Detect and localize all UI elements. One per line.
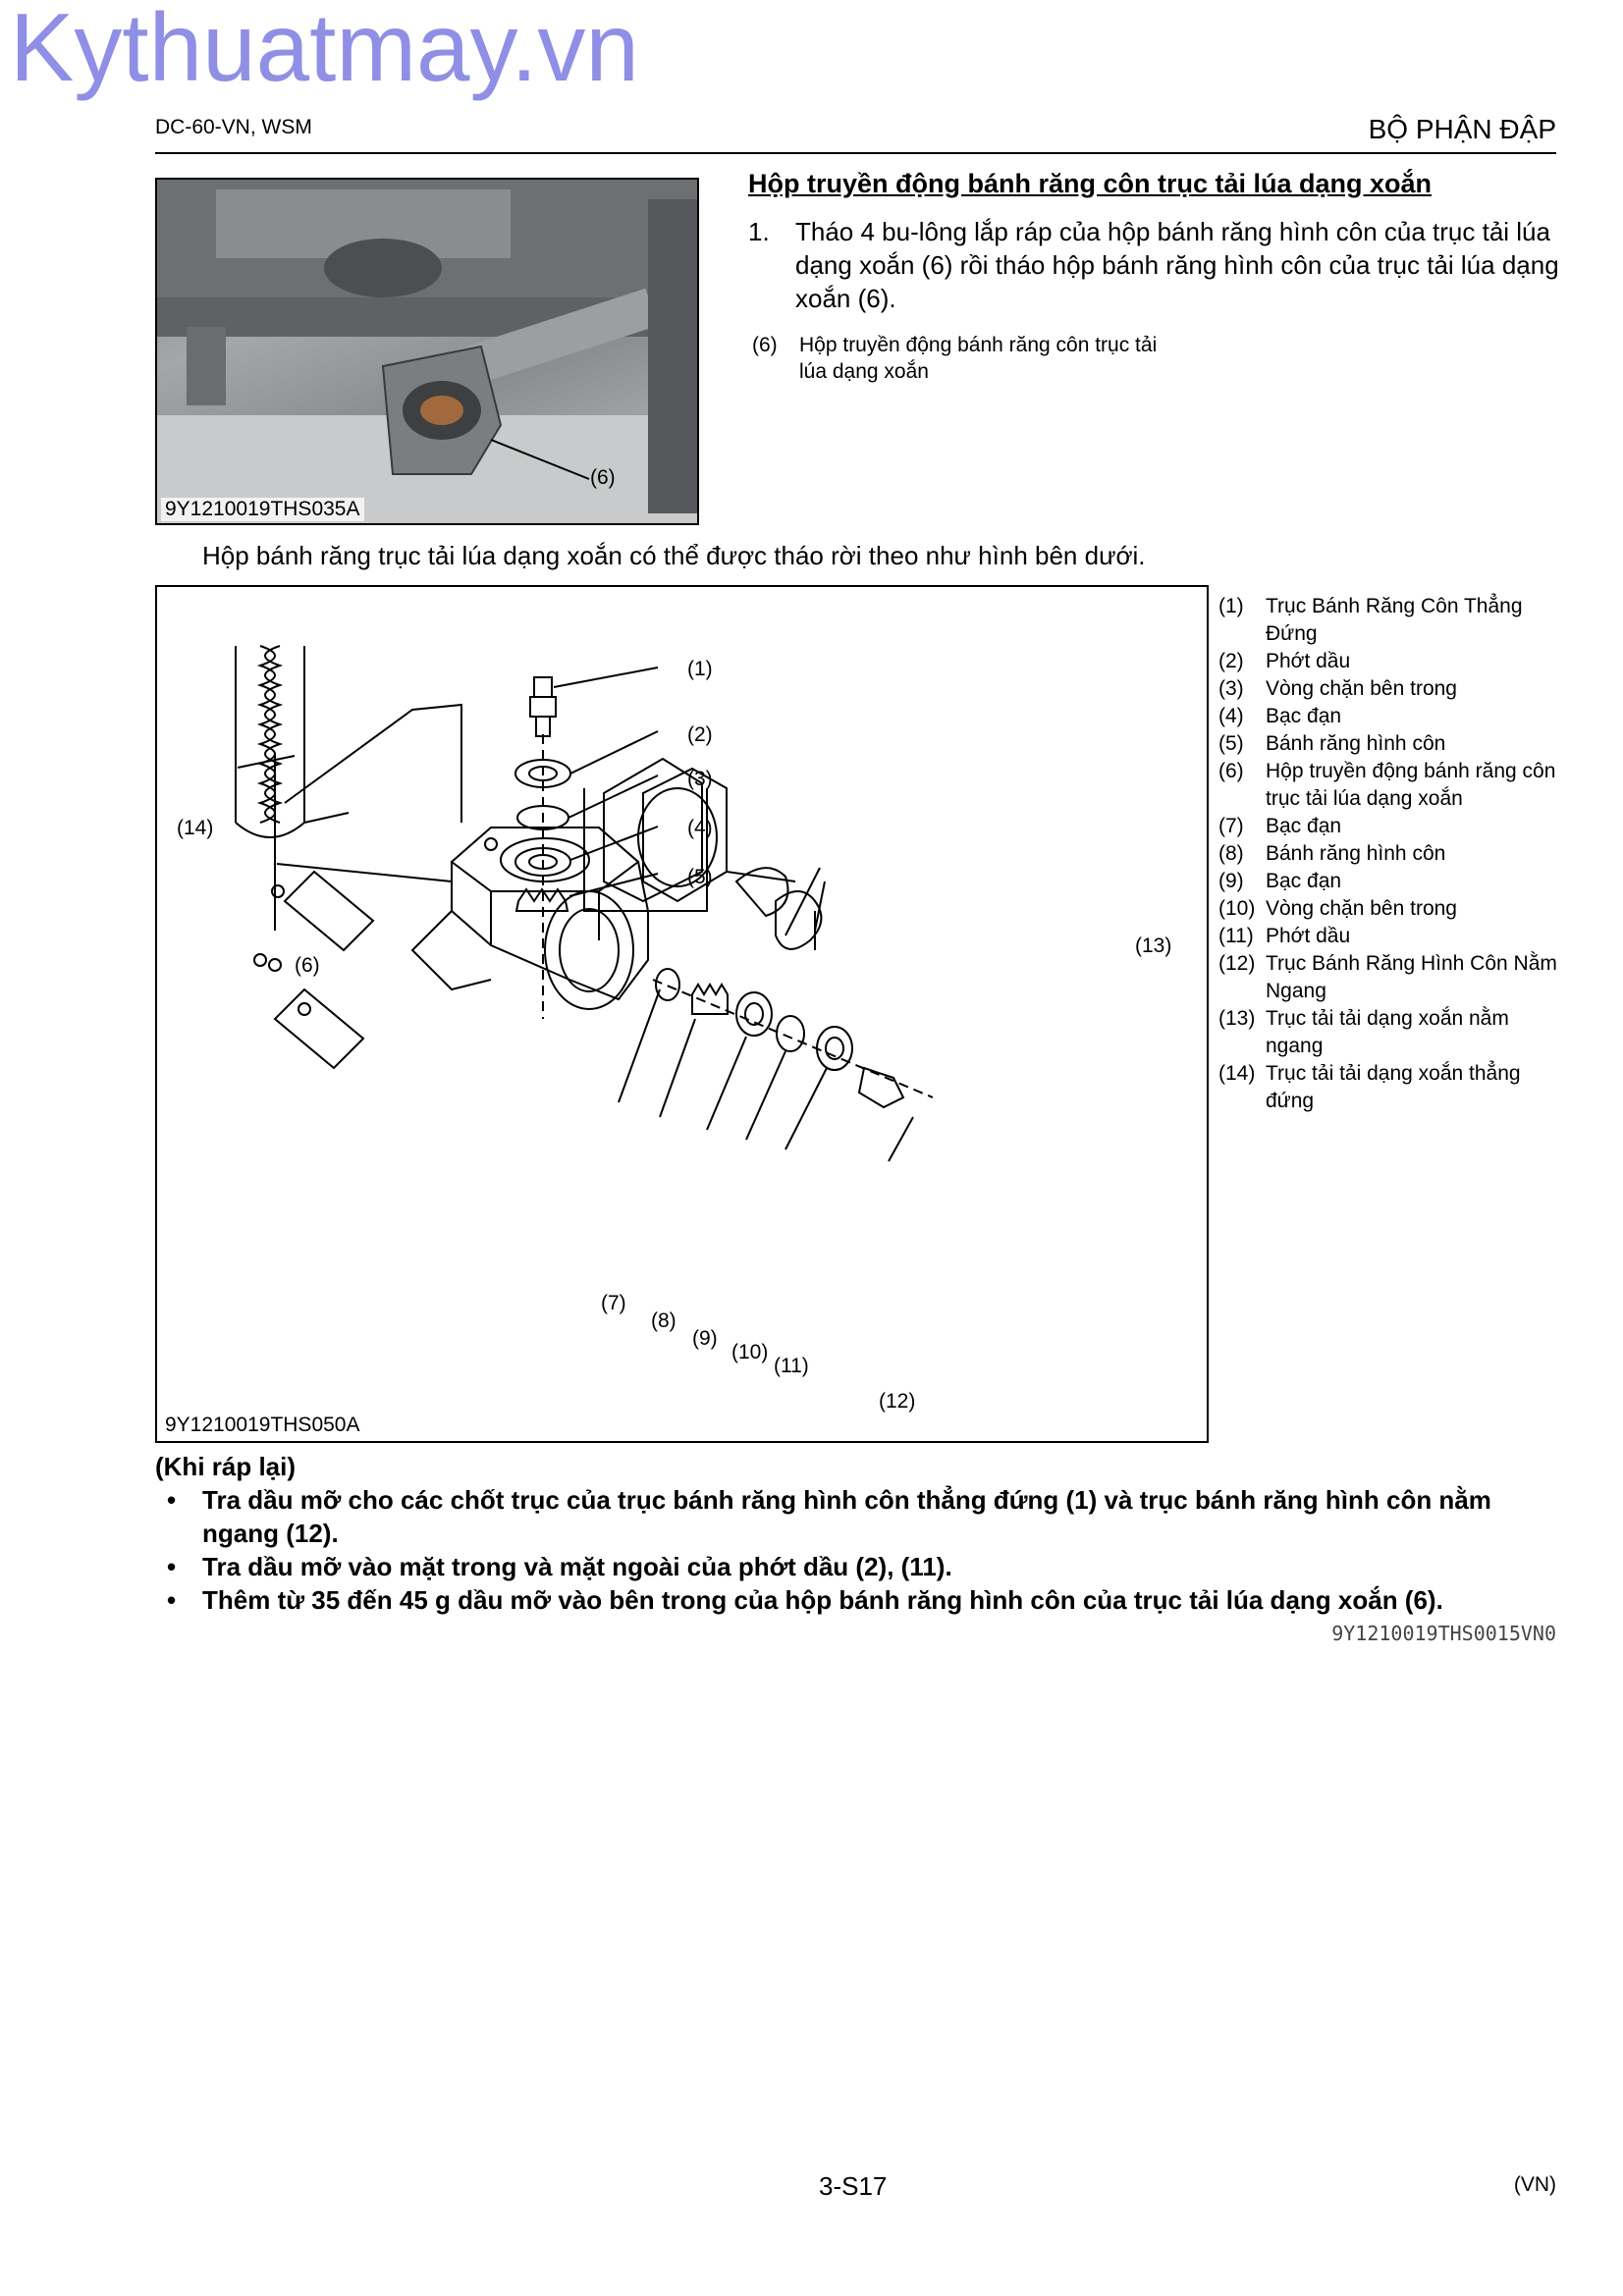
photo-legend-text: Hộp truyền động bánh răng côn trục tải lúa dạng xoắn (799, 334, 1158, 383)
legend-num: (5) (1218, 732, 1244, 755)
legend-num: (14) (1218, 1062, 1256, 1085)
legend-item (1218, 1060, 1572, 1115)
photo-legend-num: (6) (752, 334, 778, 356)
gearbox-photo (155, 178, 699, 525)
legend-text: Bánh răng hình côn (1266, 842, 1446, 865)
watermark-logo: Kythuatmay.vn (10, 0, 639, 101)
reassembly-item (155, 1483, 1559, 1550)
legend-num: (13) (1218, 1007, 1256, 1030)
section-title: Hộp truyền động bánh răng côn trục tải lúa dạng xoắn (748, 169, 1433, 198)
callout-10: (10) (731, 1341, 769, 1363)
reassembly-list (155, 1483, 1559, 1617)
legend-text: Trục Bánh Răng Hình Côn Nằm Ngang (1266, 952, 1557, 1002)
legend-num: (9) (1218, 870, 1244, 892)
exploded-diagram-drawing (157, 587, 1207, 1441)
legend-num: (3) (1218, 677, 1244, 700)
header-doc-code: DC-60-VN, WSM (155, 116, 312, 138)
callout-12: (12) (879, 1390, 916, 1413)
legend-item (1218, 1005, 1572, 1060)
legend-item (1218, 675, 1572, 703)
legend-num: (7) (1218, 815, 1244, 837)
exploded-diagram (155, 585, 1209, 1443)
legend-num: (4) (1218, 705, 1244, 727)
photo-callout-6: (6) (590, 466, 616, 489)
reassembly-item-text: Tra dầu mỡ cho các chốt trục của trục bánh răng hình côn thẳng đứng (1) và trục bánh răng hình côn nằm ngang (12). (202, 1485, 1491, 1548)
callout-3: (3) (687, 768, 713, 790)
photo-code: 9Y1210019THS035A (161, 498, 364, 521)
callout-7: (7) (601, 1292, 626, 1314)
legend-item (1218, 593, 1572, 648)
legend-num: (2) (1218, 650, 1244, 672)
callout-2: (2) (687, 723, 713, 746)
legend-num: (11) (1218, 925, 1254, 947)
header-divider (155, 152, 1556, 154)
legend-num: (6) (1218, 760, 1244, 782)
legend-num: (12) (1218, 952, 1256, 975)
reassembly-heading: (Khi ráp lại) (155, 1452, 297, 1481)
legend-text: Hộp truyền động bánh răng côn trục tải lúa dạng xoắn (1266, 760, 1556, 810)
vertical-auger-drawing (236, 646, 349, 837)
legend-item (1218, 923, 1572, 950)
callout-6: (6) (295, 954, 320, 977)
gearbox-photo-drawing (157, 180, 699, 525)
bullet-icon: • (167, 1485, 177, 1515)
diagram-code: 9Y1210019THS050A (165, 1414, 360, 1436)
legend-item (1218, 868, 1572, 895)
reassembly-item-text: Tra dầu mỡ vào mặt trong và mặt ngoài của phớt dầu (2), (11). (202, 1552, 952, 1581)
document-id: 9Y1210019THS0015VN0 (1331, 1622, 1556, 1645)
legend-item (1218, 648, 1572, 675)
reassembly-item (155, 1550, 1559, 1583)
callout-13: (13) (1135, 934, 1172, 957)
bullet-icon: • (167, 1585, 177, 1615)
legend-item (1218, 895, 1572, 923)
legend-text: Bạc đạn (1266, 705, 1342, 727)
legend-text: Phớt dầu (1266, 650, 1351, 672)
callout-9: (9) (692, 1327, 718, 1350)
callout-5: (5) (687, 866, 713, 888)
reassembly-item (155, 1583, 1559, 1617)
legend-text: Phớt dầu (1266, 925, 1351, 947)
legend-text: Bạc đạn (1266, 870, 1342, 892)
legend-text: Vòng chặn bên trong (1266, 677, 1457, 700)
legend-item (1218, 730, 1572, 758)
legend-text: Bánh răng hình côn (1266, 732, 1446, 755)
header-section-title: BỘ PHẬN ĐẬP (1368, 114, 1556, 144)
callout-4: (4) (687, 817, 713, 839)
page-number: 3-S17 (819, 2171, 888, 2201)
step-text: Tháo 4 bu-lông lắp ráp của hộp bánh răng hình côn của trục tải lúa dạng xoắn (6) rồi tháo hộp bánh răng hình côn của trục tải lúa dạng xoắn (6). (795, 217, 1559, 313)
callout-1: (1) (687, 658, 713, 680)
bullet-icon: • (167, 1552, 177, 1581)
legend-text: Trục Bánh Răng Côn Thẳng Đứng (1266, 595, 1523, 645)
legend-num: (10) (1218, 897, 1256, 920)
legend-item (1218, 840, 1572, 868)
legend-item (1218, 813, 1572, 840)
callout-11: (11) (774, 1355, 809, 1377)
legend-text: Trục tải tải dạng xoắn thẳng đứng (1266, 1062, 1521, 1112)
callout-14: (14) (177, 817, 214, 839)
legend-text: Bạc đạn (1266, 815, 1342, 837)
legend-item (1218, 703, 1572, 730)
legend-item (1218, 758, 1572, 813)
page-language: (VN) (1513, 2173, 1556, 2196)
reassembly-item-text: Thêm từ 35 đến 45 g dầu mỡ vào bên trong của hộp bánh răng hình côn của trục tải lúa dạng xoắn (6). (202, 1585, 1443, 1615)
legend-text: Trục tải tải dạng xoắn nằm ngang (1266, 1007, 1509, 1057)
legend-num: (8) (1218, 842, 1244, 865)
legend-item (1218, 950, 1572, 1005)
step-number: 1. (748, 217, 770, 246)
callout-8: (8) (651, 1309, 676, 1332)
intro-text: Hộp bánh răng trục tải lúa dạng xoắn có thể được tháo rời theo như hình bên dưới. (202, 541, 1146, 570)
parts-legend (1218, 593, 1572, 1115)
legend-num: (1) (1218, 595, 1244, 617)
legend-text: Vòng chặn bên trong (1266, 897, 1457, 920)
